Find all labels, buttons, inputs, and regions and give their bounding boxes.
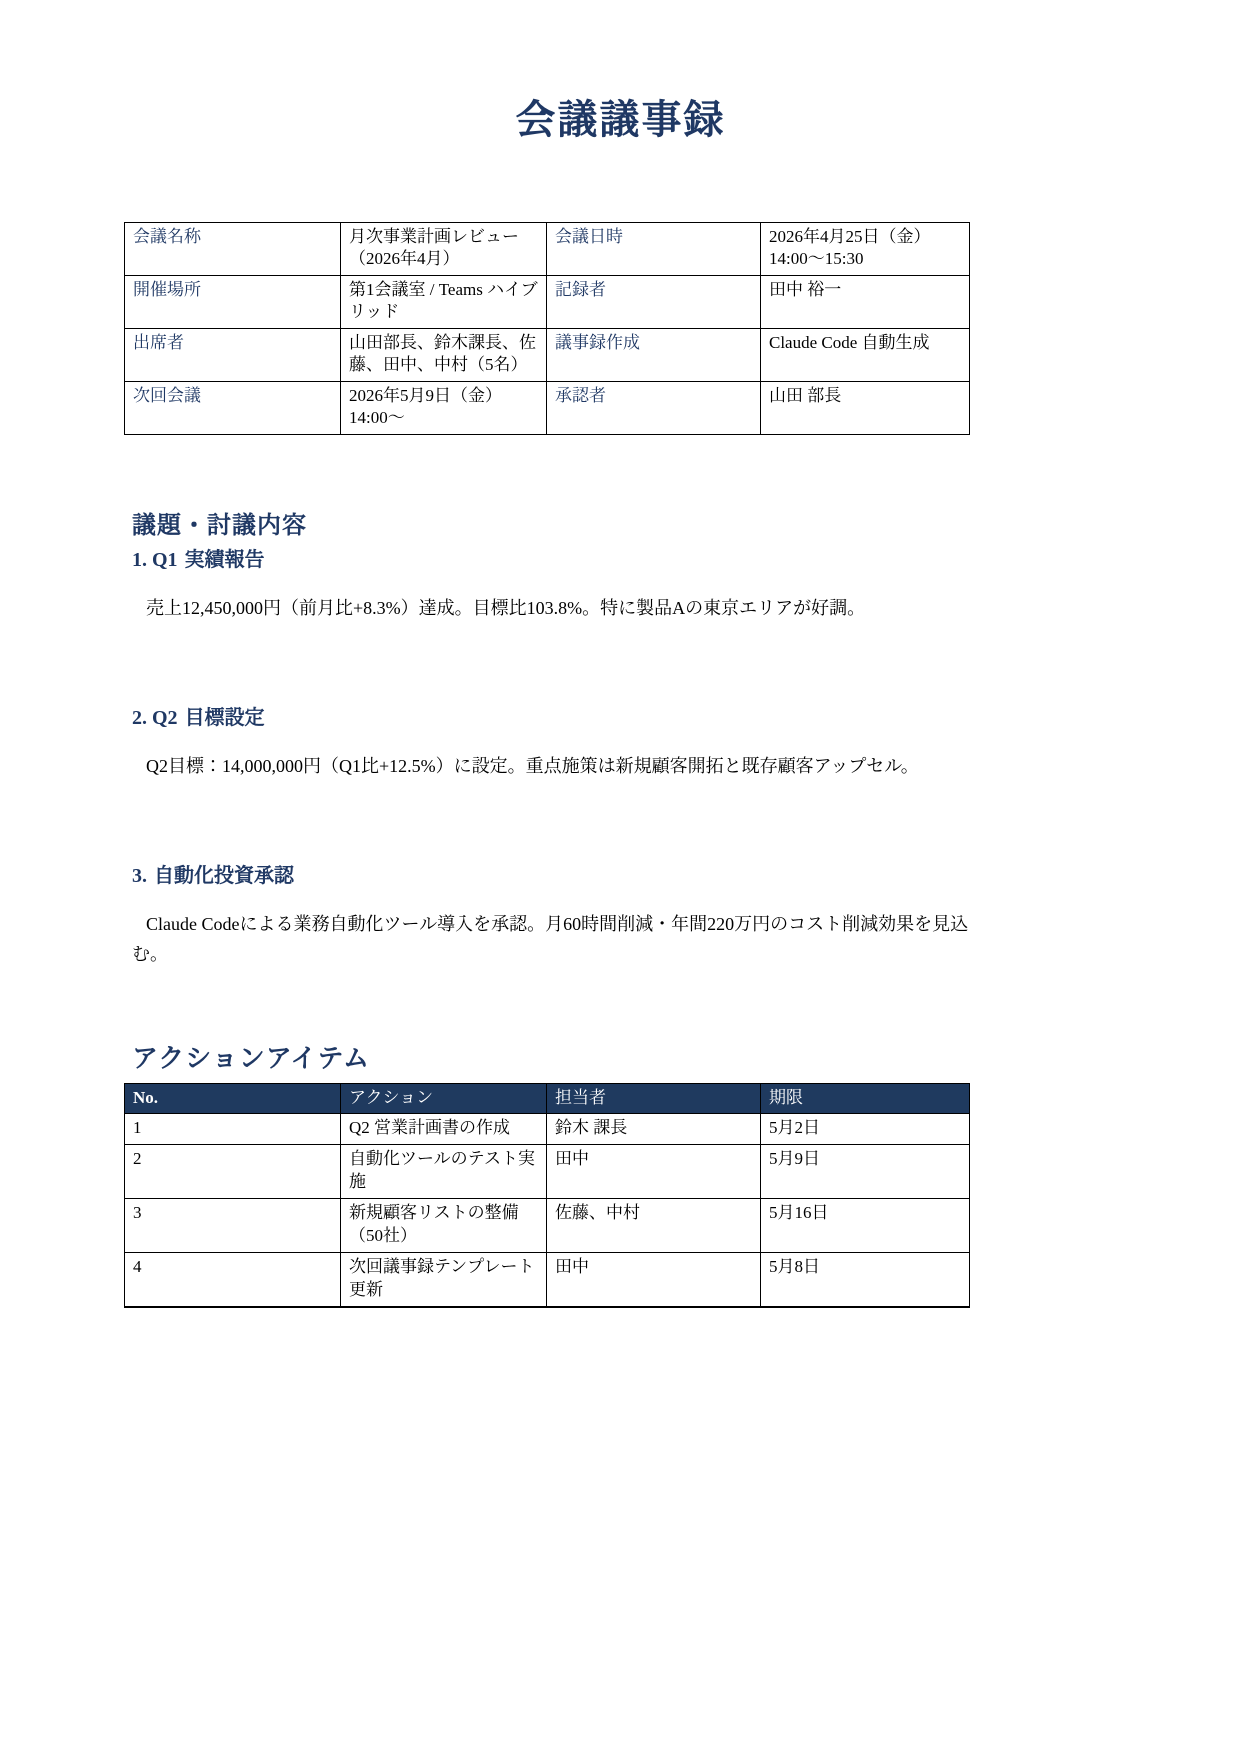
section-heading — [124, 705, 1117, 731]
cell-owner: 田中 — [547, 1145, 761, 1199]
section-body: 売上12,450,000円（前月比+8.3%）達成。目標比103.8%。特に製品Aの東京エリアが好調。 — [146, 598, 866, 618]
info-label: 次回会議 — [125, 382, 341, 435]
info-label: 開催場所 — [125, 276, 341, 329]
table-row — [125, 382, 970, 435]
section-heading — [124, 863, 1117, 889]
info-value: 田中 裕一 — [761, 276, 970, 329]
action-items-table — [124, 1083, 970, 1308]
column-header-owner: 担当者 — [547, 1084, 761, 1114]
table-row — [125, 1253, 970, 1308]
info-value: Claude Code 自動生成 — [761, 329, 970, 382]
cell-no: 4 — [125, 1253, 341, 1308]
table-row — [125, 329, 970, 382]
section-number: 1. Q1 — [132, 549, 178, 571]
cell-deadline: 5月2日 — [761, 1114, 970, 1145]
info-label: 出席者 — [125, 329, 341, 382]
cell-action: 新規顧客リストの整備（50社） — [341, 1199, 547, 1253]
agenda-section-3 — [124, 863, 1117, 969]
cell-deadline: 5月8日 — [761, 1253, 970, 1308]
cell-owner: 鈴木 課長 — [547, 1114, 761, 1145]
page-title: 会議議事録 — [515, 98, 726, 142]
info-value: 月次事業計画レビュー（2026年4月） — [341, 223, 547, 276]
agenda-heading: 議題・討議内容 — [132, 512, 307, 539]
cell-action: 自動化ツールのテスト実施 — [341, 1145, 547, 1199]
cell-owner: 佐藤、中村 — [547, 1199, 761, 1253]
cell-action: Q2 営業計画書の作成 — [341, 1114, 547, 1145]
cell-deadline: 5月9日 — [761, 1145, 970, 1199]
section-heading — [124, 547, 1117, 573]
cell-action: 次回議事録テンプレート更新 — [341, 1253, 547, 1308]
column-header-deadline: 期限 — [761, 1084, 970, 1114]
section-body: Claude Codeによる業務自動化ツール導入を承認。月60時間削減・年間220万円のコスト削減効果を見込む。 — [132, 914, 969, 964]
info-label: 承認者 — [547, 382, 761, 435]
table-header-row — [125, 1084, 970, 1114]
info-value: 山田部長、鈴木課長、佐藤、田中、中村（5名） — [341, 329, 547, 382]
agenda-section-2 — [124, 705, 1117, 781]
cell-owner: 田中 — [547, 1253, 761, 1308]
info-value: 第1会議室 / Teams ハイブリッド — [341, 276, 547, 329]
table-row — [125, 1199, 970, 1253]
section-title: 実績報告 — [184, 549, 265, 571]
info-label: 会議名称 — [125, 223, 341, 276]
info-label: 会議日時 — [547, 223, 761, 276]
info-value: 2026年4月25日（金）14:00〜15:30 — [761, 223, 970, 276]
section-title: 目標設定 — [184, 707, 265, 729]
info-label: 記録者 — [547, 276, 761, 329]
column-header-action: アクション — [341, 1084, 547, 1114]
table-row — [125, 276, 970, 329]
section-number: 2. Q2 — [132, 707, 178, 729]
section-body: Q2目標：14,000,000円（Q1比+12.5%）に設定。重点施策は新規顧客開拓と既存顧客アップセル。 — [146, 756, 919, 776]
meeting-info-table — [124, 222, 970, 435]
action-items-heading: アクションアイテム — [132, 1043, 371, 1073]
section-title: 自動化投資承認 — [154, 865, 294, 887]
info-value: 山田 部長 — [761, 382, 970, 435]
column-header-no: No. — [125, 1084, 341, 1114]
cell-no: 2 — [125, 1145, 341, 1199]
section-number: 3. — [132, 865, 147, 887]
agenda-section-1 — [124, 547, 1117, 623]
info-value: 2026年5月9日（金）14:00〜 — [341, 382, 547, 435]
cell-no: 1 — [125, 1114, 341, 1145]
table-row — [125, 223, 970, 276]
info-label: 議事録作成 — [547, 329, 761, 382]
cell-deadline: 5月16日 — [761, 1199, 970, 1253]
cell-no: 3 — [125, 1199, 341, 1253]
table-row — [125, 1114, 970, 1145]
table-row — [125, 1145, 970, 1199]
